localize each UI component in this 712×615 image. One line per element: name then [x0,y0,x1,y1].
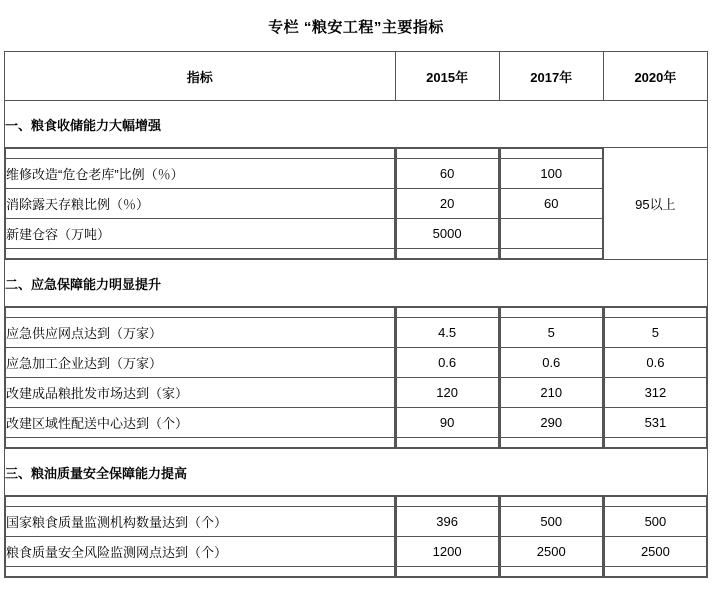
cell-value: 312 [604,378,706,408]
cell-value: 20 [396,189,498,219]
section-3-values-2015 [395,496,499,578]
cell-value: 120 [396,378,498,408]
column-header-2017: 2017年 [499,52,603,101]
cell-value: 396 [396,507,498,537]
cell-value: 0.6 [604,348,706,378]
section-1-values-2017 [499,148,603,260]
section-heading-3: 三、粮油质量安全保障能力提高 [5,449,708,496]
section-body-3 [5,496,708,578]
section-heading-2: 二、应急保障能力明显提升 [5,260,708,307]
row-label: 应急供应网点达到（万家） [6,318,395,348]
cell-value: 90 [396,408,498,438]
section-3-values-2017 [499,496,603,578]
section-heading-row [5,449,708,496]
table-header-row [5,52,708,101]
cell-value: 60 [500,189,602,219]
cell-value: 500 [604,507,706,537]
cell-value: 100 [500,159,602,189]
cell-value-merged-2020: 95以上 [603,148,707,260]
cell-value: 531 [604,408,706,438]
section-body-1 [5,148,708,260]
row-label: 改建区域性配送中心达到（个） [6,408,395,438]
column-header-indicator: 指标 [5,52,396,101]
column-header-2020: 2020年 [603,52,707,101]
row-label: 维修改造“危仓老库”比例（％） [6,159,395,189]
cell-value: 5 [500,318,602,348]
indicators-table [4,51,708,578]
row-label: 新建仓容（万吨） [6,219,395,249]
cell-value: 2500 [604,537,706,567]
section-3-values-2020 [603,496,707,578]
row-label: 粮食质量安全风险监测网点达到（个） [6,537,395,567]
section-2-values-2020 [603,307,707,449]
section-body-2 [5,307,708,449]
cell-value: 0.6 [500,348,602,378]
section-1-values-2015 [395,148,499,260]
section-1-labels [5,148,396,260]
cell-value: 500 [500,507,602,537]
cell-value: 210 [500,378,602,408]
cell-value: 2500 [500,537,602,567]
column-header-2015: 2015年 [395,52,499,101]
section-heading-row [5,101,708,148]
cell-value: 1200 [396,537,498,567]
row-label: 应急加工企业达到（万家） [6,348,395,378]
row-label: 改建成品粮批发市场达到（家） [6,378,395,408]
page-title: 专栏 “粮安工程”主要指标 [268,19,444,36]
section-2-values-2017 [499,307,603,449]
row-label: 国家粮食质量监测机构数量达到（个） [6,507,395,537]
section-2-labels [5,307,396,449]
cell-value: 5 [604,318,706,348]
section-heading-1: 一、粮食收储能力大幅增强 [5,101,708,148]
row-label: 消除露天存粮比例（％） [6,189,395,219]
cell-value: 0.6 [396,348,498,378]
cell-value: 5000 [396,219,498,249]
cell-value: 4.5 [396,318,498,348]
section-3-labels [5,496,396,578]
cell-value [500,219,602,249]
section-heading-row [5,260,708,307]
cell-value: 290 [500,408,602,438]
cell-value: 60 [396,159,498,189]
section-2-values-2015 [395,307,499,449]
